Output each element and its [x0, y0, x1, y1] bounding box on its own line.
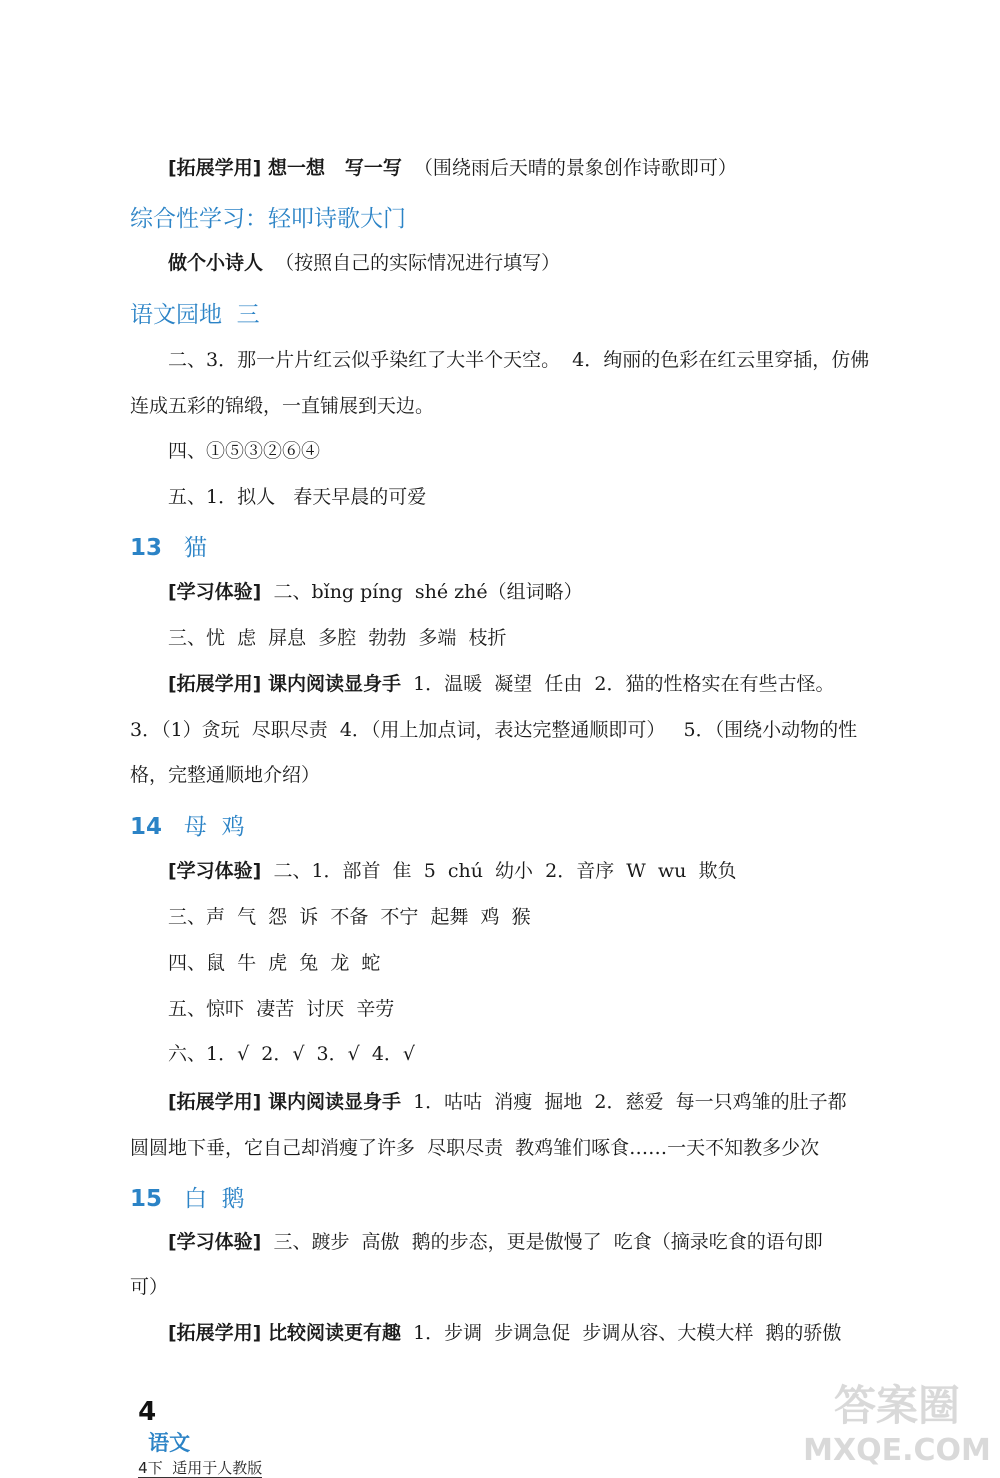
page-footer [128, 1378, 262, 1478]
section-title-comprehensive: 综合性学习：轻叩诗歌大门 [130, 206, 406, 232]
edition-label: 4下 适用于人教版 [138, 1459, 263, 1477]
answer-text: 1．步调 步调急促 步调从容、大模大样 鹅的骄傲 [401, 1322, 842, 1344]
answer-line [168, 347, 869, 373]
answer-line [168, 155, 737, 181]
bracket-label: [拓展学用] [168, 1322, 262, 1344]
answer-line [168, 950, 380, 976]
answer-line [130, 1135, 819, 1161]
answer-text: 三、声 气 怨 诉 不备 不宁 起舞 鸡 猴 [168, 906, 531, 928]
lesson-title-13: 13 猫 [130, 535, 208, 561]
exercise-heading: 课内阅读显身手 [261, 673, 401, 695]
answer-line [168, 625, 506, 651]
bracket-label: [学习体验] [168, 1231, 262, 1253]
answer-text: 连成五彩的锦缎，一直铺展到天边。 [130, 395, 435, 417]
watermark-top: 答案圈 [833, 1381, 961, 1430]
answer-text: 二、bǐng píng shé zhé（组词略） [261, 581, 583, 603]
answer-text: 1．温暖 凝望 任由 2．猫的性格实在有些古怪。 [401, 673, 835, 695]
answer-text: 三、忧 虑 屏息 多腔 勃勃 多端 枝折 [168, 627, 507, 649]
answer-line [168, 250, 560, 276]
lesson-title-14: 14 母 鸡 [130, 814, 245, 840]
answer-line [130, 393, 434, 419]
answer-line [168, 438, 320, 464]
answer-line [168, 1089, 847, 1115]
answer-text: 圆圆地下垂，它自己却消瘦了许多 尽职尽责 教鸡雏们啄食……一天不知教多少次 [130, 1137, 820, 1159]
answer-text: 1．咕咕 消瘦 掘地 2．慈爱 每一只鸡雏的肚子都 [401, 1091, 847, 1113]
page-number: 4 [138, 1397, 157, 1427]
answer-line [168, 996, 394, 1022]
answer-line [168, 671, 835, 697]
bracket-label: [拓展学用] [168, 157, 262, 179]
answer-text: （围绕雨后天晴的景象创作诗歌即可） [401, 157, 737, 179]
answer-text: 五、1．拟人 春天早晨的可爱 [168, 486, 427, 508]
exercise-heading: 比较阅读更有趣 [261, 1322, 401, 1344]
answer-line [130, 1274, 168, 1300]
answer-text: （按照自己的实际情况进行填写） [263, 252, 561, 274]
answer-text: 三、踱步 高傲 鹅的步态，更是傲慢了 吃食（摘录吃食的语句即 [261, 1231, 823, 1253]
answer-line [130, 717, 857, 743]
answer-line [168, 579, 583, 605]
answer-text: 3．（1）贪玩 尽职尽责 4．（用上加点词，表达完整通顺即可） 5．（围绕小动物的性 [130, 719, 858, 741]
bracket-label: [学习体验] [168, 860, 262, 882]
answer-text: 二、3．那一片片红云似乎染红了大半个天空。 4．绚丽的色彩在红云里穿插，仿佛 [168, 349, 870, 371]
answer-line [168, 1041, 415, 1067]
bracket-label: [拓展学用] [168, 1091, 262, 1113]
answer-text: 六、1．√ 2．√ 3．√ 4．√ [168, 1043, 416, 1065]
lesson-title-15: 15 白 鹅 [130, 1186, 245, 1212]
exercise-heading: 想一想 写一写 [261, 157, 402, 179]
answer-line [168, 1229, 823, 1255]
bracket-label: [拓展学用] [168, 673, 262, 695]
answer-text: 可） [130, 1276, 169, 1298]
watermark-bottom: MXQE.COM [803, 1433, 991, 1468]
watermark-logo [802, 1368, 992, 1468]
section-title-yuwen-yuandi: 语文园地 三 [130, 302, 260, 328]
answer-text: 五、惊吓 凄苦 讨厌 辛劳 [168, 998, 395, 1020]
answer-line [168, 1320, 841, 1346]
bracket-label: [学习体验] [168, 581, 262, 603]
answer-line [168, 484, 426, 510]
answer-line [168, 904, 531, 930]
exercise-heading: 课内阅读显身手 [261, 1091, 401, 1113]
answer-text: 二、1．部首 隹 5 chú 幼小 2．音序 W wu 欺负 [261, 860, 737, 882]
answer-text: 格，完整通顺地介绍） [130, 764, 321, 786]
answer-line [168, 858, 737, 884]
answer-text: 四、①⑤③②⑥④ [168, 440, 321, 462]
answer-text: 四、鼠 牛 虎 兔 龙 蛇 [168, 952, 381, 974]
subject-label: 语文 [148, 1431, 191, 1455]
exercise-heading: 做个小诗人 [168, 252, 264, 274]
answer-line [130, 762, 320, 788]
